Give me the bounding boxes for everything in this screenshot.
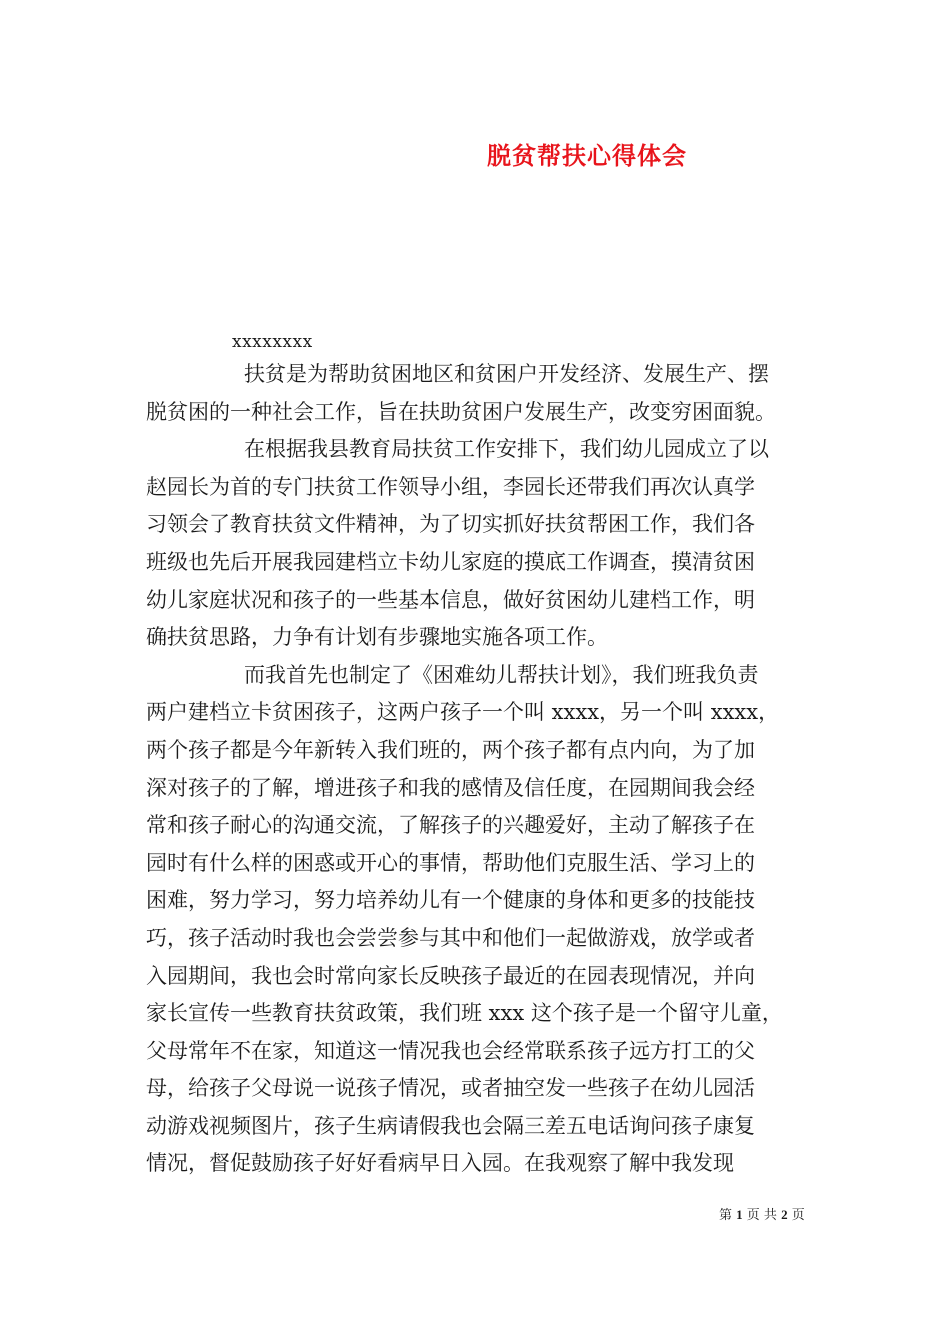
author-name: xxxxxxxx bbox=[232, 332, 313, 352]
paragraph-line: 常和孩子耐心的沟通交流，了解孩子的兴趣爱好，主动了解孩子在 bbox=[146, 813, 755, 838]
paragraph-line: 深对孩子的了解，增进孩子和我的感情及信任度，在园期间我会经 bbox=[146, 775, 755, 800]
footer-page-number: 1 bbox=[736, 1207, 743, 1222]
paragraph-line: 母，给孩子父母说一说孩子情况，或者抽空发一些孩子在幼儿园活 bbox=[146, 1076, 755, 1101]
paragraph-line: 困难，努力学习，努力培养幼儿有一个健康的身体和更多的技能技 bbox=[146, 888, 755, 913]
paragraph-line: 动游戏视频图片，孩子生病请假我也会隔三差五电话询问孩子康复 bbox=[146, 1113, 755, 1138]
document-title: 脱贫帮扶心得体会 bbox=[487, 141, 687, 170]
paragraph-line: 入园期间，我也会时常向家长反映孩子最近的在园表现情况，并向 bbox=[146, 963, 755, 988]
paragraph-line: 幼儿家庭状况和孩子的一些基本信息，做好贫困幼儿建档工作，明 bbox=[146, 587, 755, 612]
paragraph-line: 情况，督促鼓励孩子好好看病早日入园。在我观察了解中我发现 bbox=[146, 1151, 734, 1176]
paragraph-line: 赵园长为首的专门扶贫工作领导小组，李园长还带我们再次认真学 bbox=[146, 474, 755, 499]
paragraph-line: 园时有什么样的困惑或开心的事情，帮助他们克服生活、学习上的 bbox=[146, 850, 755, 875]
paragraph-line: 巧，孩子活动时我也会尝尝参与其中和他们一起做游戏，放学或者 bbox=[146, 925, 755, 950]
paragraph-line: 两户建档立卡贫困孩子，这两户孩子一个叫 xxxx，另一个叫 xxxx， bbox=[146, 700, 780, 725]
paragraph-line: 扶贫是为帮助贫困地区和贫困户开发经济、发展生产、摆 bbox=[244, 362, 769, 386]
paragraph-line: 而我首先也制定了《困难幼儿帮扶计划》，我们班我负责 bbox=[244, 662, 759, 687]
footer-middle: 页 共 bbox=[746, 1208, 777, 1223]
footer-total-pages: 2 bbox=[781, 1207, 788, 1222]
footer-suffix: 页 bbox=[791, 1208, 805, 1223]
paragraph-line: 在根据我县教育局扶贫工作安排下，我们幼儿园成立了以 bbox=[244, 437, 769, 462]
paragraph-line: 确扶贫思路，力争有计划有步骤地实施各项工作。 bbox=[146, 625, 608, 650]
paragraph-line: 家长宣传一些教育扶贫政策，我们班 xxx 这个孩子是一个留守儿童， bbox=[146, 1001, 783, 1026]
footer-prefix: 第 bbox=[719, 1208, 733, 1223]
paragraph-line: 两个孩子都是今年新转入我们班的，两个孩子都有点内向，为了加 bbox=[146, 737, 755, 762]
paragraph-line: 班级也先后开展我园建档立卡幼儿家庭的摸底工作调查，摸清贫困 bbox=[146, 549, 755, 574]
paragraph-line: 习领会了教育扶贫文件精神，为了切实抓好扶贫帮困工作，我们各 bbox=[146, 512, 755, 537]
paragraph-line: 脱贫困的一种社会工作，旨在扶助贫困户发展生产，改变穷困面貌。 bbox=[146, 399, 776, 424]
page-footer bbox=[719, 1204, 805, 1223]
paragraph-line: 父母常年不在家，知道这一情况我也会经常联系孩子远方打工的父 bbox=[146, 1038, 755, 1063]
document-body bbox=[146, 356, 810, 1183]
